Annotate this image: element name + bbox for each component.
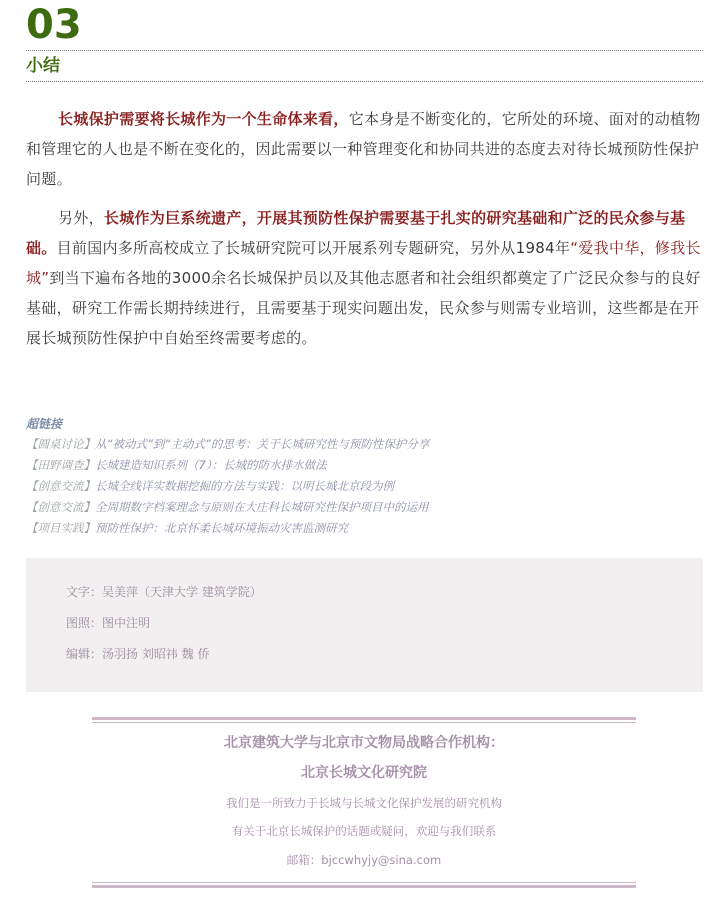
hyperlink-text: 长城建造知识系列（7）：长城的防水排水做法 [95, 458, 327, 472]
footer-partnership: 北京建筑大学与北京市文物局战略合作机构： [224, 735, 504, 751]
section-title: 小结 [26, 56, 60, 76]
section-number: 03 [26, 2, 82, 48]
footer-email[interactable]: 邮箱：bjccwhyjy@sina.com [286, 853, 442, 867]
footer-divider-bottom [92, 885, 636, 888]
hyperlink-item[interactable] [26, 434, 703, 455]
credit-author: 文字：吴美萍（天津大学 建筑学院） [66, 585, 262, 599]
paragraph-2-slogan: “爱我中华，修我长城” [26, 239, 701, 287]
hyperlink-text: 预防性保护：北京怀柔长城环境振动灾害监测研究 [95, 521, 348, 535]
footer-divider-bottom-thin [92, 882, 636, 883]
credits-box [26, 558, 703, 692]
hyperlink-item[interactable] [26, 497, 703, 518]
hyperlink-item[interactable] [26, 518, 703, 539]
paragraph-1-emphasis: 长城保护需要将长城作为一个生命体来看， [58, 110, 349, 128]
hyperlink-tag: 【圆桌讨论】 [26, 437, 95, 451]
paragraph-2-text: 目前国内多所高校成立了长城研究院可以开展系列专题研究，另外从1984年 [56, 239, 571, 257]
hyperlink-text: 从“被动式”到“主动式”的思考：关于长城研究性与预防性保护分享 [95, 437, 430, 451]
hyperlink-tag: 【创意交流】 [26, 500, 95, 514]
paragraph-1 [26, 104, 703, 194]
hyperlink-item[interactable] [26, 455, 703, 476]
hyperlink-item[interactable] [26, 476, 703, 497]
hyperlinks-section [26, 414, 703, 539]
paragraph-2-lead: 另外， [58, 209, 104, 227]
credit-editor: 编辑：汤羽扬 刘昭祎 魏 侨 [66, 647, 210, 661]
section-rule-bottom [26, 81, 703, 82]
hyperlink-tag: 【田野调查】 [26, 458, 95, 472]
paragraph-2 [26, 203, 703, 353]
section-rule-top [26, 50, 703, 51]
footer-divider-top [92, 717, 636, 720]
footer-contact-invite: 有关于北京长城保护的话题或疑问，欢迎与我们联系 [231, 824, 497, 838]
credit-photo: 图照：图中注明 [66, 616, 151, 630]
paragraph-2-text-rest: 到当下遍布各地的3000余名长城保护员以及其他志愿者和社会组织都奠定了广泛民众参与的良好基础，研究工作需长期持续进行，且需要基于现实问题出发，民众参与则需专业培训，这些都是在开展长城预防性保护中自始至终需要考虑的。 [26, 269, 701, 347]
footer-divider-top-thin [92, 722, 636, 723]
hyperlink-tag: 【创意交流】 [26, 479, 95, 493]
hyperlink-text: 全周期数字档案理念与原则在大庄科长城研究性保护项目中的运用 [95, 500, 429, 514]
footer-institute-name: 北京长城文化研究院 [301, 765, 427, 781]
paragraph-1-text: 它本身是不断变化的，它所处的环境、面对的动植物和管理它的人也是不断在变化的，因此需要以一种管理变化和协同共进的态度去对待长城预防性保护问题。 [26, 110, 701, 188]
paragraph-2-emphasis: 长城作为巨系统遗产，开展其预防性保护需要基于扎实的研究基础和广泛的民众参与基础。 [26, 209, 686, 257]
hyperlink-text: 长城全线详实数据挖掘的方法与实践：以明长城北京段为例 [95, 479, 394, 493]
hyperlinks-heading: 超链接 [26, 417, 63, 431]
hyperlink-tag: 【项目实践】 [26, 521, 95, 535]
footer-description: 我们是一所致力于长城与长城文化保护发展的研究机构 [226, 796, 502, 810]
